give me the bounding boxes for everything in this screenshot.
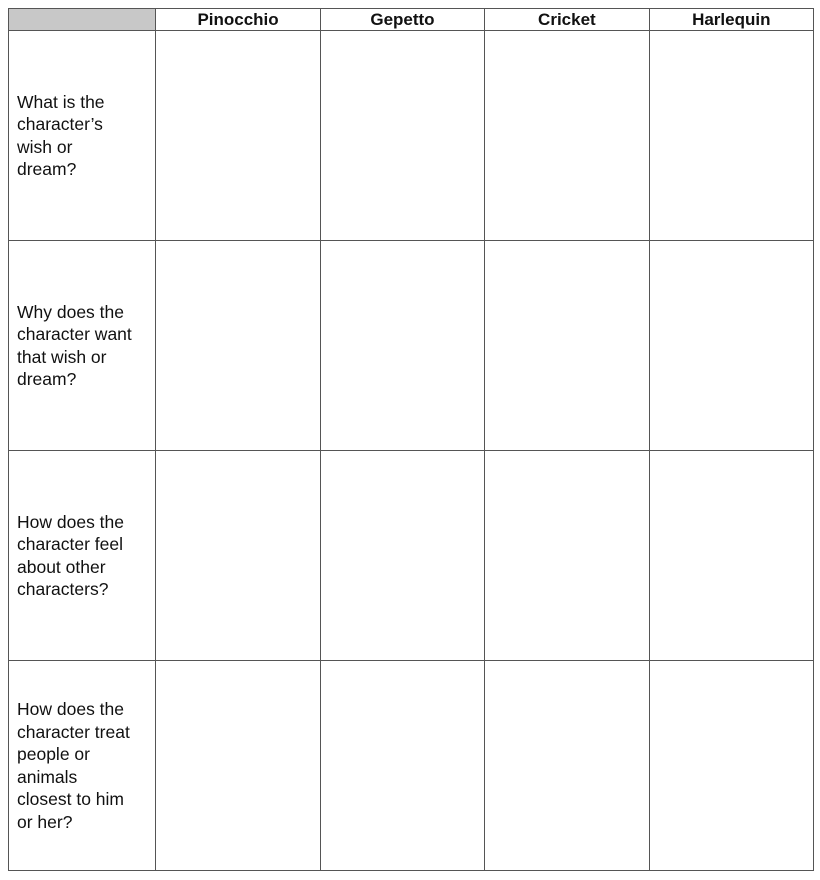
answer-cell[interactable]: [320, 31, 484, 241]
answer-cell[interactable]: [485, 661, 649, 871]
question-cell: How does the character feel about other characters?: [9, 451, 156, 661]
table-row: [9, 241, 814, 451]
table-row: [9, 451, 814, 661]
answer-cell[interactable]: [485, 241, 649, 451]
column-header-cricket: Cricket: [485, 9, 649, 31]
answer-cell[interactable]: [649, 451, 813, 661]
column-header-gepetto: Gepetto: [320, 9, 484, 31]
question-cell: How does the character treat people or animals closest to him or her?: [9, 661, 156, 871]
column-header-pinocchio: Pinocchio: [156, 9, 320, 31]
answer-cell[interactable]: [649, 241, 813, 451]
answer-cell[interactable]: [156, 661, 320, 871]
corner-cell: [9, 9, 156, 31]
answer-cell[interactable]: [649, 31, 813, 241]
column-header-harlequin: Harlequin: [649, 9, 813, 31]
answer-cell[interactable]: [485, 451, 649, 661]
answer-cell[interactable]: [485, 31, 649, 241]
table-row: [9, 661, 814, 871]
answer-cell[interactable]: [156, 31, 320, 241]
answer-cell[interactable]: [156, 241, 320, 451]
answer-cell[interactable]: [320, 661, 484, 871]
answer-cell[interactable]: [320, 241, 484, 451]
question-cell: Why does the character want that wish or dream?: [9, 241, 156, 451]
header-row: [9, 9, 814, 31]
answer-cell[interactable]: [649, 661, 813, 871]
answer-cell[interactable]: [320, 451, 484, 661]
table-row: [9, 31, 814, 241]
character-worksheet-table: [8, 8, 814, 871]
question-cell: What is the character’s wish or dream?: [9, 31, 156, 241]
answer-cell[interactable]: [156, 451, 320, 661]
